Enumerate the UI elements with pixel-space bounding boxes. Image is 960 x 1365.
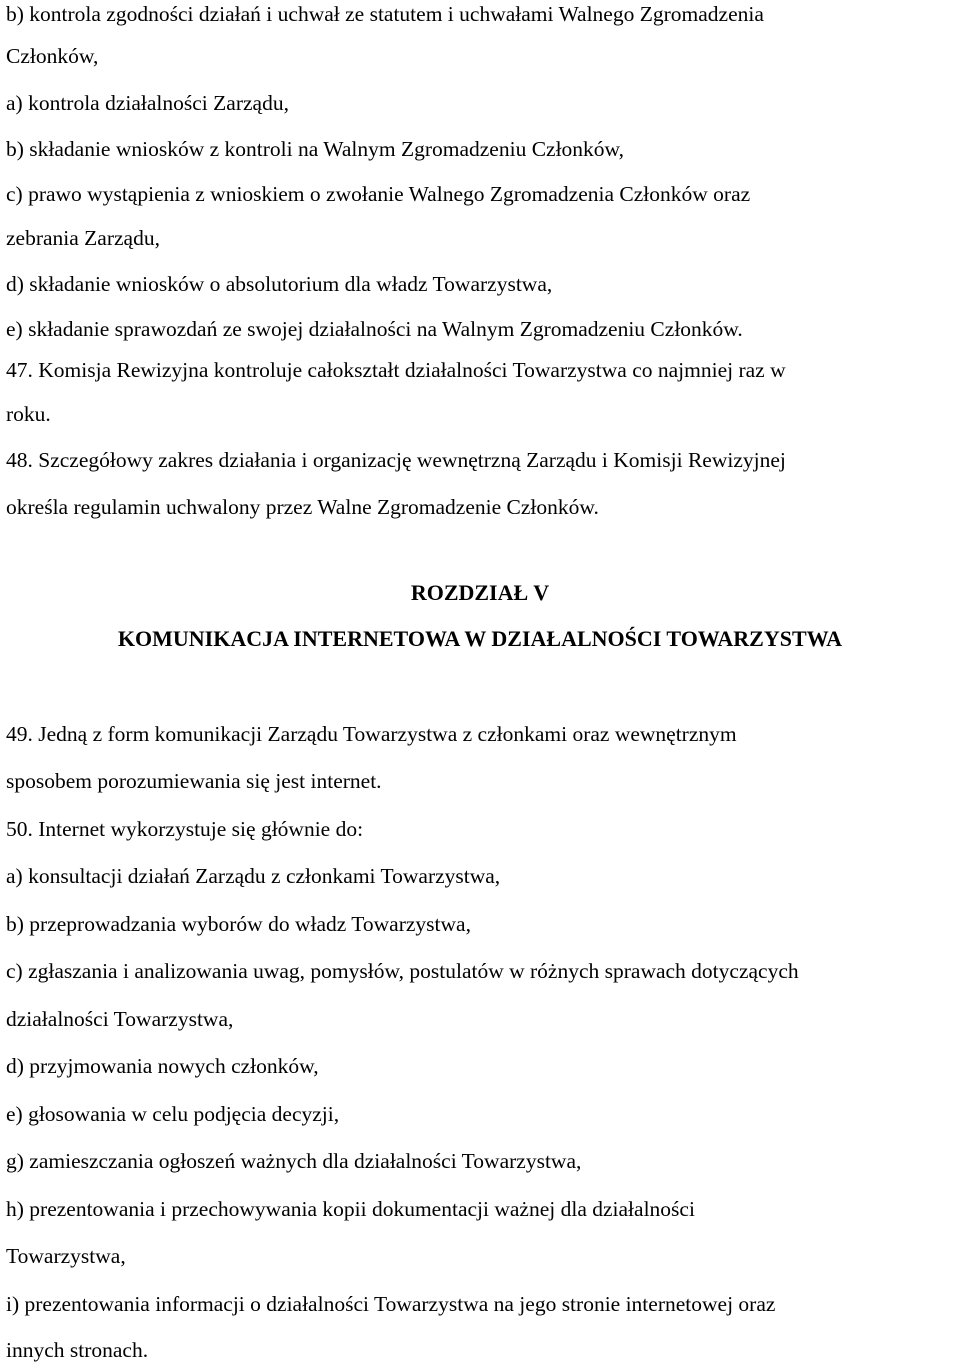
paragraph-50-item-b: b) przeprowadzania wyborów do władz Towarzystwa, <box>6 912 471 936</box>
paragraph-50-item-i-line2: innych stronach. <box>6 1338 149 1362</box>
paragraph-48-line1: 48. Szczegółowy zakres działania i organizację wewnętrzną Zarządu i Komisji Rewizyjnej <box>6 448 786 472</box>
chapter-title: KOMUNIKACJA INTERNETOWA W DZIAŁALNOŚCI TOWARZYSTWA <box>117 626 843 651</box>
list-item-b-line2: Członków, <box>6 44 99 68</box>
list-item-b2: b) składanie wniosków z kontroli na Walnym Zgromadzeniu Członków, <box>6 137 625 161</box>
list-item-e: e) składanie sprawozdań ze swojej działalności na Walnym Zgromadzeniu Członków. <box>6 317 743 341</box>
chapter-number: ROZDZIAŁ V <box>410 580 550 605</box>
paragraph-47-line2: roku. <box>6 402 51 426</box>
list-item-d: d) składanie wniosków o absolutorium dla władz Towarzystwa, <box>6 272 553 296</box>
paragraph-50-item-h-line2: Towarzystwa, <box>6 1244 126 1268</box>
paragraph-49-line2: sposobem porozumiewania się jest internet. <box>6 769 382 793</box>
paragraph-48-line2: określa regulamin uchwalony przez Walne Zgromadzenie Członków. <box>6 495 599 519</box>
paragraph-50-item-c-line1: c) zgłaszania i analizowania uwag, pomysłów, postulatów w różnych sprawach dotyczących <box>6 959 799 983</box>
paragraph-50-intro: 50. Internet wykorzystuje się głównie do: <box>6 817 364 841</box>
paragraph-50-item-e: e) głosowania w celu podjęcia decyzji, <box>6 1102 340 1126</box>
paragraph-50-item-i-line1: i) prezentowania informacji o działalności Towarzystwa na jego stronie internetowej oraz <box>6 1292 776 1316</box>
list-item-a: a) kontrola działalności Zarządu, <box>6 91 289 115</box>
paragraph-47-line1: 47. Komisja Rewizyjna kontroluje całokształt działalności Towarzystwa co najmniej raz w <box>6 358 786 382</box>
list-item-c-line2: zebrania Zarządu, <box>6 226 160 250</box>
paragraph-50-item-g: g) zamieszczania ogłoszeń ważnych dla działalności Towarzystwa, <box>6 1149 582 1173</box>
paragraph-50-item-d: d) przyjmowania nowych członków, <box>6 1054 319 1078</box>
paragraph-50-item-h-line1: h) prezentowania i przechowywania kopii dokumentacji ważnej dla działalności <box>6 1197 695 1221</box>
paragraph-50-item-a: a) konsultacji działań Zarządu z członkami Towarzystwa, <box>6 864 501 888</box>
paragraph-50-item-c-line2: działalności Towarzystwa, <box>6 1007 234 1031</box>
list-item-b-line1: b) kontrola zgodności działań i uchwał ze statutem i uchwałami Walnego Zgromadzenia <box>6 2 764 26</box>
list-item-c-line1: c) prawo wystąpienia z wnioskiem o zwołanie Walnego Zgromadzenia Członków oraz <box>6 182 751 206</box>
paragraph-49-line1: 49. Jedną z form komunikacji Zarządu Towarzystwa z członkami oraz wewnętrznym <box>6 722 737 746</box>
